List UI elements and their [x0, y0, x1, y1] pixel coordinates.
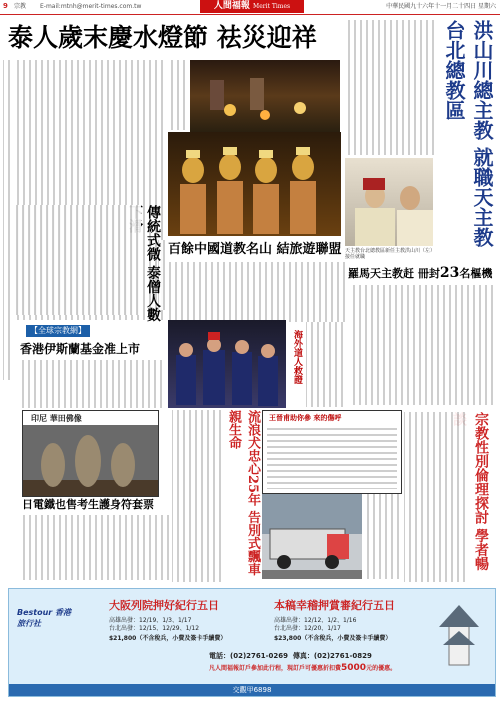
loyal-dog-headline: 流浪犬忠心25年 告別式飄車親生命: [226, 410, 260, 576]
taoist-headline: 百餘中國道教名山 結旅遊聯盟: [168, 242, 342, 257]
islamic-body-text: [20, 360, 165, 408]
loyal-dog-body-text: [172, 410, 224, 582]
ad-fax: (02)2761-0829: [313, 652, 372, 660]
global-religion-tag: 【全球宗教網】: [26, 325, 90, 337]
archbishop-body-text: [345, 20, 437, 155]
overseas-graphic: [168, 320, 286, 408]
ad-promo: 凡人間福報訂戶參加此行程，現訂戶可優惠折扣費5000元的優惠。: [209, 663, 397, 673]
left-margin-text: [3, 60, 13, 380]
ad-left-line1: 高雄出發：12/19、1/3、1/17: [109, 617, 192, 624]
column-box: [262, 410, 402, 494]
ad-right-line1: 高雄出發：12/12、1/2、1/16: [274, 617, 357, 624]
email-link[interactable]: E-mail:mtnh@merit-times.com.tw: [40, 3, 142, 10]
buddha-graphic: [23, 425, 158, 496]
lantern-festival-photo: [190, 60, 340, 132]
buddha-statues-box: [22, 410, 159, 497]
ad-right-line2: 台北出發：12/20、1/17: [274, 625, 341, 632]
ad-phone: (02)2761-0269: [230, 652, 289, 660]
page-number: 9: [3, 2, 8, 10]
archbishop-headline: 洪山川總主教 就職天主教台北總教區: [442, 20, 494, 247]
truck-area-text: [364, 494, 402, 579]
thai-dancers-photo: [168, 132, 341, 236]
truck-graphic: [262, 494, 362, 579]
railway-headline: 日電鐵也售考生護身符套票: [22, 498, 154, 511]
dancers-graphic: [168, 132, 341, 236]
buddha-headline: 印尼 華田佛像: [31, 413, 82, 423]
travel-advertisement[interactable]: [8, 588, 496, 697]
roman-cardinals-headline: 羅馬天主教赶 冊封23名樞機: [348, 265, 493, 281]
archbishop-caption: 天主教台北總教區新任主教洪山川（左）接任就職: [345, 248, 436, 260]
page-header: [0, 0, 500, 15]
masthead-logo: 人間福報 Merit Times: [200, 0, 304, 13]
taoist-body-text: [168, 262, 348, 322]
ad-left-title: 大阪列院押好紀行五日: [109, 599, 219, 612]
ad-brand: Bestour 香港旅行社: [17, 608, 72, 628]
islamic-fund-headline: 香港伊斯蘭基金准上市: [20, 342, 141, 356]
ad-right-title: 本稿幸稽押賞審紀行五日: [274, 599, 395, 612]
ad-castle-graphic: [429, 595, 489, 675]
ad-license: 交觀甲6898: [9, 684, 495, 696]
ad-left-line2: 台北出發：12/15、12/29、1/12: [109, 625, 200, 632]
lantern-caption-text: [168, 60, 188, 130]
ad-left-price: $21,800（不含稅兵，小費及簽卡手續費）: [109, 635, 227, 642]
traditional-body-text: [16, 205, 141, 315]
roman-body-text: [350, 285, 496, 405]
hearse-truck-photo: [262, 494, 362, 579]
ad-right-price: $23,800（不含稅兵，小費及簽卡手續費）: [274, 635, 392, 642]
lantern-headline: 泰人歲末慶水燈節 祛災迎祥: [8, 23, 317, 52]
overseas-taoist-photo: [168, 320, 286, 408]
archbishop-photo: [345, 158, 433, 246]
lantern-photo-graphic: [190, 60, 340, 132]
overseas-headline: 海外道人救證: [292, 330, 302, 384]
archbishop-graphic: [345, 158, 433, 246]
ethics-headline: 宗教性別倫理探討 學者暢: [473, 412, 489, 571]
ad-contact: 電話：(02)2761-0269 傳真：(02)2761-0829: [209, 652, 372, 660]
railway-body-text: [22, 515, 172, 580]
traditional-headline: 傳統式微 泰僧人數: [145, 205, 161, 322]
column-title: 王晉甫助你參 來的傷呼: [269, 414, 342, 422]
section-name: 宗教: [14, 3, 27, 10]
ethics-body-text: [404, 412, 468, 582]
issue-date: 中華民國九十六年十一月二十四日 星期六: [386, 3, 496, 10]
overseas-body-text: [306, 322, 346, 407]
